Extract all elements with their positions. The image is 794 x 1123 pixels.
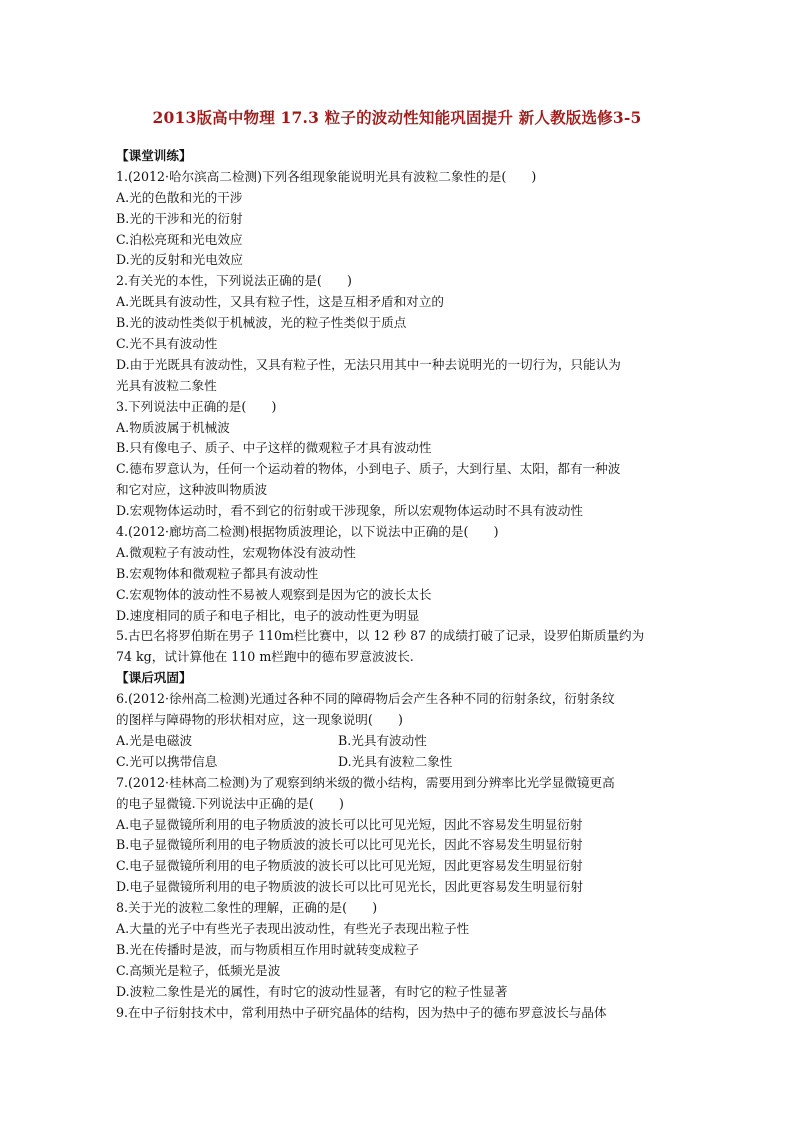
question-2-option-a: A.光既具有波动性，又具有粒子性，这是互相矛盾和对立的 bbox=[116, 294, 444, 310]
question-8-option-b: B.光在传播时是波，而与物质相互作用时就转变成粒子 bbox=[116, 941, 419, 957]
question-6-option-d: D.光具有波粒二象性 bbox=[338, 753, 453, 769]
question-3-option-d: D.宏观物体运动时，看不到它的衍射或干涉现象，所以宏观物体运动时不具有波动性 bbox=[116, 503, 584, 519]
question-6-option-c: C.光可以携带信息 bbox=[116, 753, 218, 769]
section-heading-classroom: 【课堂训练】 bbox=[116, 148, 192, 163]
question-7-option-d: D.电子显微镜所利用的电子物质波的波长可以比可见光长，因此更容易发生明显衍射 bbox=[116, 879, 584, 895]
question-3-option-a: A.物质波属于机械波 bbox=[116, 419, 230, 435]
question-1-option-c: C.泊松亮斑和光电效应 bbox=[116, 231, 243, 247]
question-9-line-1: 9.在中子衍射技术中，常利用热中子研究晶体的结构，因为热中子的德布罗意波长与晶体 bbox=[116, 1004, 607, 1020]
question-6-line-1: 6.(2012·徐州高二检测)光通过各种不同的障碍物后会产生各种不同的衍射条纹，衍射条纹 bbox=[116, 691, 615, 707]
document-title: 2013版高中物理 17.3 粒子的波动性知能巩固提升 新人教版选修3-5 bbox=[152, 108, 642, 127]
question-2-stem: 2.有关光的本性，下列说法正确的是( ) bbox=[116, 273, 352, 289]
question-2-option-d-cont: 光具有波粒二象性 bbox=[116, 377, 217, 393]
question-7-line-1: 7.(2012·桂林高二检测)为了观察到纳米级的微小结构，需要用到分辨率比光学显微镜更高 bbox=[116, 774, 615, 790]
question-1-option-d: D.光的反射和光电效应 bbox=[116, 252, 243, 268]
question-3-option-c-cont: 和它对应，这种波叫物质波 bbox=[116, 482, 268, 498]
question-4-option-c: C.宏观物体的波动性不易被人观察到是因为它的波长太长 bbox=[116, 586, 432, 602]
question-7-option-c: C.电子显微镜所利用的电子物质波的波长可以比可见光短，因此更容易发生明显衍射 bbox=[116, 858, 583, 874]
question-1-stem: 1.(2012·哈尔滨高二检测)下列各组现象能说明光具有波粒二象性的是( ) bbox=[116, 168, 537, 184]
question-2-option-d: D.由于光既具有波动性，又具有粒子性，无法只用其中一种去说明光的一切行为，只能认为 bbox=[116, 356, 621, 372]
question-4-option-b: B.宏观物体和微观粒子都具有波动性 bbox=[116, 565, 319, 581]
question-4-stem: 4.(2012·廊坊高二检测)根据物质波理论，以下说法中正确的是( ) bbox=[116, 524, 499, 540]
question-3-option-b: B.只有像电子、质子、中子这样的微观粒子才具有波动性 bbox=[116, 440, 432, 456]
document-body bbox=[116, 146, 676, 1023]
question-4-option-a: A.微观粒子有波动性，宏观物体没有波动性 bbox=[116, 544, 356, 560]
question-6-option-b: B.光具有波动性 bbox=[338, 732, 427, 748]
question-8-option-c: C.高频光是粒子，低频光是波 bbox=[116, 962, 281, 978]
question-3-stem: 3.下列说法中正确的是( ) bbox=[116, 398, 277, 414]
section-heading-homework: 【课后巩固】 bbox=[116, 670, 192, 686]
question-7-option-b: B.电子显微镜所利用的电子物质波的波长可以比可见光长，因此不容易发生明显衍射 bbox=[116, 837, 583, 853]
question-6-options-row-1 bbox=[116, 731, 676, 752]
question-3-option-c: C.德布罗意认为，任何一个运动着的物体，小到电子、质子，大到行星、太阳，都有一种波 bbox=[116, 461, 621, 477]
question-5-line-2: 74 kg，试计算他在 110 m栏跑中的德布罗意波波长. bbox=[116, 649, 414, 665]
question-5-line-1: 5.古巴名将罗伯斯在男子 110m栏比赛中，以 12 秒 87 的成绩打破了记录，设罗伯斯质量约为 bbox=[116, 628, 645, 644]
question-1-option-b: B.光的干涉和光的衍射 bbox=[116, 210, 243, 226]
question-8-option-a: A.大量的光子中有些光子表现出波动性，有些光子表现出粒子性 bbox=[116, 920, 470, 936]
question-1-option-a: A.光的色散和光的干涉 bbox=[116, 189, 243, 205]
question-7-line-2: 的电子显微镜.下列说法中正确的是( ) bbox=[116, 795, 344, 811]
question-6-options-row-2 bbox=[116, 752, 676, 773]
question-8-stem: 8.关于光的波粒二象性的理解，正确的是( ) bbox=[116, 900, 378, 916]
question-2-option-b: B.光的波动性类似于机械波，光的粒子性类似于质点 bbox=[116, 315, 407, 331]
question-4-option-d: D.速度相同的质子和电子相比，电子的波动性更为明显 bbox=[116, 607, 420, 623]
question-7-option-a: A.电子显微镜所利用的电子物质波的波长可以比可见光短，因此不容易发生明显衍射 bbox=[116, 816, 583, 832]
question-8-option-d: D.波粒二象性是光的属性，有时它的波动性显著，有时它的粒子性显著 bbox=[116, 983, 508, 999]
question-6-line-2: 的图样与障碍物的形状相对应，这一现象说明( ) bbox=[116, 712, 403, 728]
question-6-option-a: A.光是电磁波 bbox=[116, 732, 193, 748]
question-2-option-c: C.光不具有波动性 bbox=[116, 336, 218, 352]
